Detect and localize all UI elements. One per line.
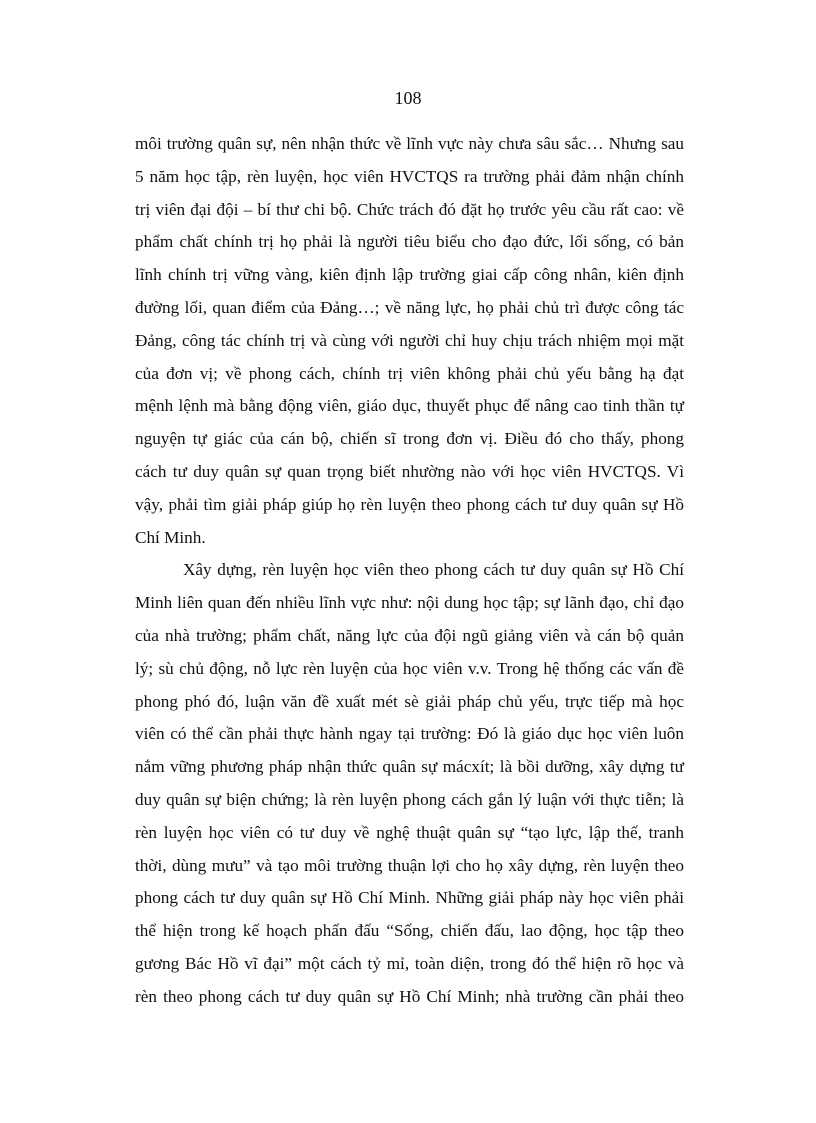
text-line: lý; sù chủ động, nỗ lực rèn luyện của học viên v.v. Trong hệ thống các vấn đề: [135, 658, 684, 678]
text-line: Xây dựng, rèn luyện học viên theo phong cách tư duy quân sự Hồ Chí: [183, 560, 684, 580]
text-line: lĩnh chính trị vững vàng, kiên định lập trường giai cấp công nhân, kiên định: [135, 265, 684, 285]
text-line: viên có thể cần phải thực hành ngay tại trường: Đó là giáo dục học viên luôn: [135, 724, 684, 744]
text-line: Chí Minh.: [135, 527, 206, 547]
text-line: mệnh lệnh mà bằng động viên, giáo dục, thuyết phục để nâng cao tinh thần tự: [135, 396, 684, 416]
text-line: Minh liên quan đến nhiều lĩnh vực như: nội dung học tập; sự lãnh đạo, chỉ đạo: [135, 593, 684, 613]
text-line: rèn luyện học viên có tư duy về nghệ thuật quân sự “tạo lực, lập thế, tranh: [135, 822, 684, 842]
text-line: phong cách tư duy quân sự Hồ Chí Minh. Những giải pháp này học viên phải: [135, 888, 684, 908]
text-line: trị viên đại đội – bí thư chi bộ. Chức trách đó đặt họ trước yêu cầu rất cao: về: [135, 199, 684, 219]
text-line: thời, dùng mưu” và tạo môi trường thuận lợi cho họ xây dựng, rèn luyện theo: [135, 855, 684, 875]
text-line: của nhà trường; phẩm chất, năng lực của đội ngũ giảng viên và cán bộ quản: [135, 625, 684, 645]
text-line: 5 năm học tập, rèn luyện, học viên HVCTQS ra trường phải đảm nhận chính: [135, 166, 684, 186]
text-line: gương Bác Hồ vĩ đại” một cách tỷ mỉ, toàn diện, trong đó thể hiện rõ học và: [135, 953, 684, 973]
paragraph-1: [135, 128, 684, 554]
text-line: thể hiện trong kế hoạch phấn đấu “Sống, chiến đấu, lao động, học tập theo: [135, 921, 684, 941]
page-number: 108: [394, 88, 422, 108]
text-line: rèn theo phong cách tư duy quân sự Hồ Chí Minh; nhà trường cần phải theo: [135, 986, 684, 1006]
text-line: Đảng, công tác chính trị và cùng với người chỉ huy chịu trách nhiệm mọi mặt: [135, 330, 684, 350]
text-line: duy quân sự biện chứng; là rèn luyện phong cách gắn lý luận với thực tiễn; là: [135, 789, 684, 809]
text-line: nguyện tự giác của cán bộ, chiến sĩ trong đơn vị. Điều đó cho thấy, phong: [135, 429, 684, 449]
body-text: [135, 128, 684, 1014]
text-line: của đơn vị; về phong cách, chính trị viên không phải chủ yếu bằng hạ đạt: [135, 363, 684, 383]
paragraph-2: [135, 554, 684, 1013]
text-line: cách tư duy quân sự quan trọng biết nhường nào với học viên HVCTQS. Vì: [135, 461, 684, 481]
text-line: phẩm chất chính trị họ phải là người tiêu biểu cho đạo đức, lối sống, có bản: [135, 232, 684, 252]
text-line: đường lối, quan điểm của Đảng…; về năng lực, họ phải chủ trì được công tác: [135, 297, 684, 317]
text-line: phong phó đó, luận văn đề xuất mét sè giải pháp chủ yếu, trực tiếp mà học: [135, 691, 684, 711]
text-line: vậy, phải tìm giải pháp giúp họ rèn luyện theo phong cách tư duy quân sự Hồ: [135, 494, 684, 514]
text-line: môi trường quân sự, nên nhận thức về lĩnh vực này chưa sâu sắc… Nhưng sau: [135, 134, 684, 153]
text-line: nắm vững phương pháp nhận thức quân sự mácxít; là bồi dưỡng, xây dựng tư: [135, 757, 684, 777]
